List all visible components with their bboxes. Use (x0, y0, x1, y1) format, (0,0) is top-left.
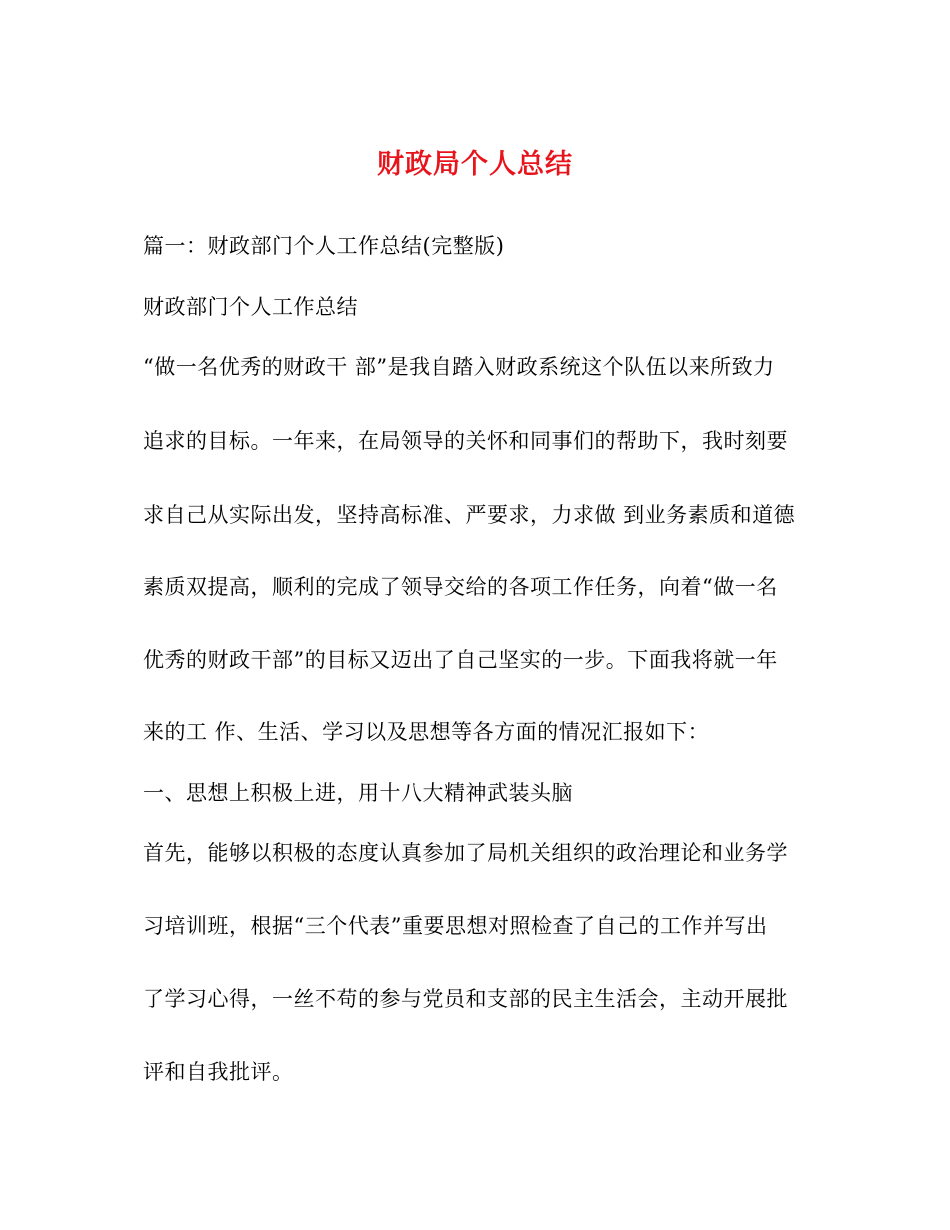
subtitle-line: 篇一：财政部门个人工作总结(完整版) (143, 234, 505, 258)
section-heading: 一、思想上积极上进，用十八大精神武装头脑 (143, 781, 573, 805)
paragraph-line: 首先，能够以积极的态度认真参加了局机关组织的政治理论和业务学 (143, 841, 788, 865)
paragraph-line: 素质双提高，顺利的完成了领导交给的各项工作任务，向着“做一名 (143, 575, 778, 599)
document-title: 财政局个人总结 (377, 149, 573, 180)
paragraph-line: 了学习心得，一丝不苟的参与党员和支部的民主生活会，主动开展批 (143, 987, 788, 1011)
paragraph-line: 评和自我批评。 (143, 1060, 294, 1084)
paragraph-line: 追求的目标。一年来，在局领导的关怀和同事们的帮助下，我时刻要 (143, 429, 788, 453)
paragraph-line: 求自己从实际出发，坚持高标准、严要求，力求做 到业务素质和道德 (143, 503, 796, 527)
paragraph-line: “做一名优秀的财政干 部”是我自踏入财政系统这个队伍以来所致力 (143, 355, 775, 379)
heading-line: 财政部门个人工作总结 (143, 295, 358, 319)
paragraph-line: 来的工 作、生活、学习以及思想等各方面的情况汇报如下： (143, 720, 710, 744)
paragraph-line: 优秀的财政干部”的目标又迈出了自己坚实的一步。下面我将就一年 (143, 648, 778, 672)
paragraph-line: 习培训班，根据“三个代表”重要思想对照检查了自己的工作并写出 (143, 914, 768, 938)
